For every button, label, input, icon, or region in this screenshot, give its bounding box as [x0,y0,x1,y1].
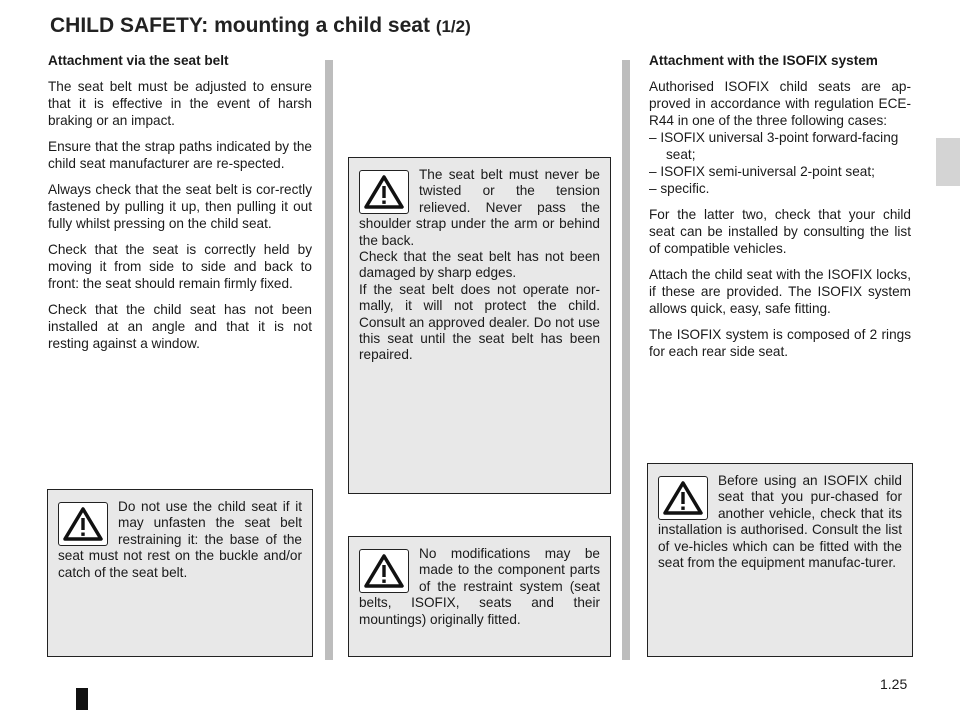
warning-triangle-icon [658,476,708,520]
left-column [48,52,312,361]
warning-text: Check that the seat belt has not been damaged by sharp edges. [359,249,600,281]
column-divider-left [325,60,333,660]
page-title-text: CHILD SAFETY: mounting a child seat [50,14,430,37]
warning-box-modifications [348,536,611,657]
page-corner-mark [76,688,88,710]
right-paragraph: Authorised ISOFIX child seats are ap-proved in accordance with regulation ECE-R44 in one of the three following cases: [649,79,911,128]
isofix-case-list [649,129,911,197]
warning-text: Before using an ISOFIX child seat that you pur-chased for another vehicle, check that its installation is authorised. Consult the list of ve-hicles which can be fitted with the seat from the equipment manufac-turer. [658,473,902,571]
section-tab [936,138,960,186]
warning-text: If the seat belt does not operate nor-mally, it will not protect the child. Consult an approved dealer. Do not use this seat until the seat belt has been repaired. [359,281,600,363]
list-item: – ISOFIX semi-universal 2-point seat; [649,164,875,179]
right-paragraph: The ISOFIX system is composed of 2 rings for each rear side seat. [649,327,911,359]
list-item: – specific. [649,181,710,196]
warning-triangle-icon [359,170,409,214]
left-heading: Attachment via the seat belt [48,53,229,68]
warning-text: The seat belt must never be twisted or the tension relieved. Never pass the shoulder strap under the arm or behind the back. [359,167,600,248]
page-number: 1.25 [880,676,908,692]
left-paragraph: The seat belt must be adjusted to ensure that it is effective in the event of harsh braking or an impact. [48,79,312,128]
right-column [649,52,911,369]
page-title-suffix: (1/2) [435,17,471,36]
warning-text: No modifications may be made to the component parts of the restraint system (seat belts, ISOFIX, seats and their mountings) originally fitted. [359,546,600,627]
left-paragraph: Ensure that the strap paths indicated by the child seat manufacturer are re-spected. [48,139,312,171]
warning-box-seat-belt [348,157,611,494]
list-item: – ISOFIX universal 3-point forward-facing seat; [649,130,899,162]
warning-triangle-icon [359,549,409,593]
warning-text: Do not use the child seat if it may unfasten the seat belt restraining it: the base of the seat must not rest on the buckle and/or catch of the seat belt. [58,499,302,580]
warning-box-buckle [47,489,313,657]
right-paragraph: Attach the child seat with the ISOFIX locks, if these are provided. The ISOFIX system allows quick, easy, safe fitting. [649,267,911,316]
left-paragraph: Check that the child seat has not been installed at an angle and that it is not resting against a window. [48,302,312,351]
left-paragraph: Always check that the seat belt is cor-rectly fastened by pulling it up, then pulling it out fully whilst pressing on the child seat. [48,182,312,231]
warning-triangle-icon [58,502,108,546]
column-divider-right [622,60,630,660]
right-paragraph: For the latter two, check that your child seat can be installed by consulting the list of compatible vehicles. [649,207,911,256]
left-paragraph: Check that the seat is correctly held by moving it from side to side and back to front: the seat should remain firmly fixed. [48,242,312,291]
warning-box-isofix [647,463,913,657]
page-title [50,14,471,38]
right-heading: Attachment with the ISOFIX system [649,53,878,68]
